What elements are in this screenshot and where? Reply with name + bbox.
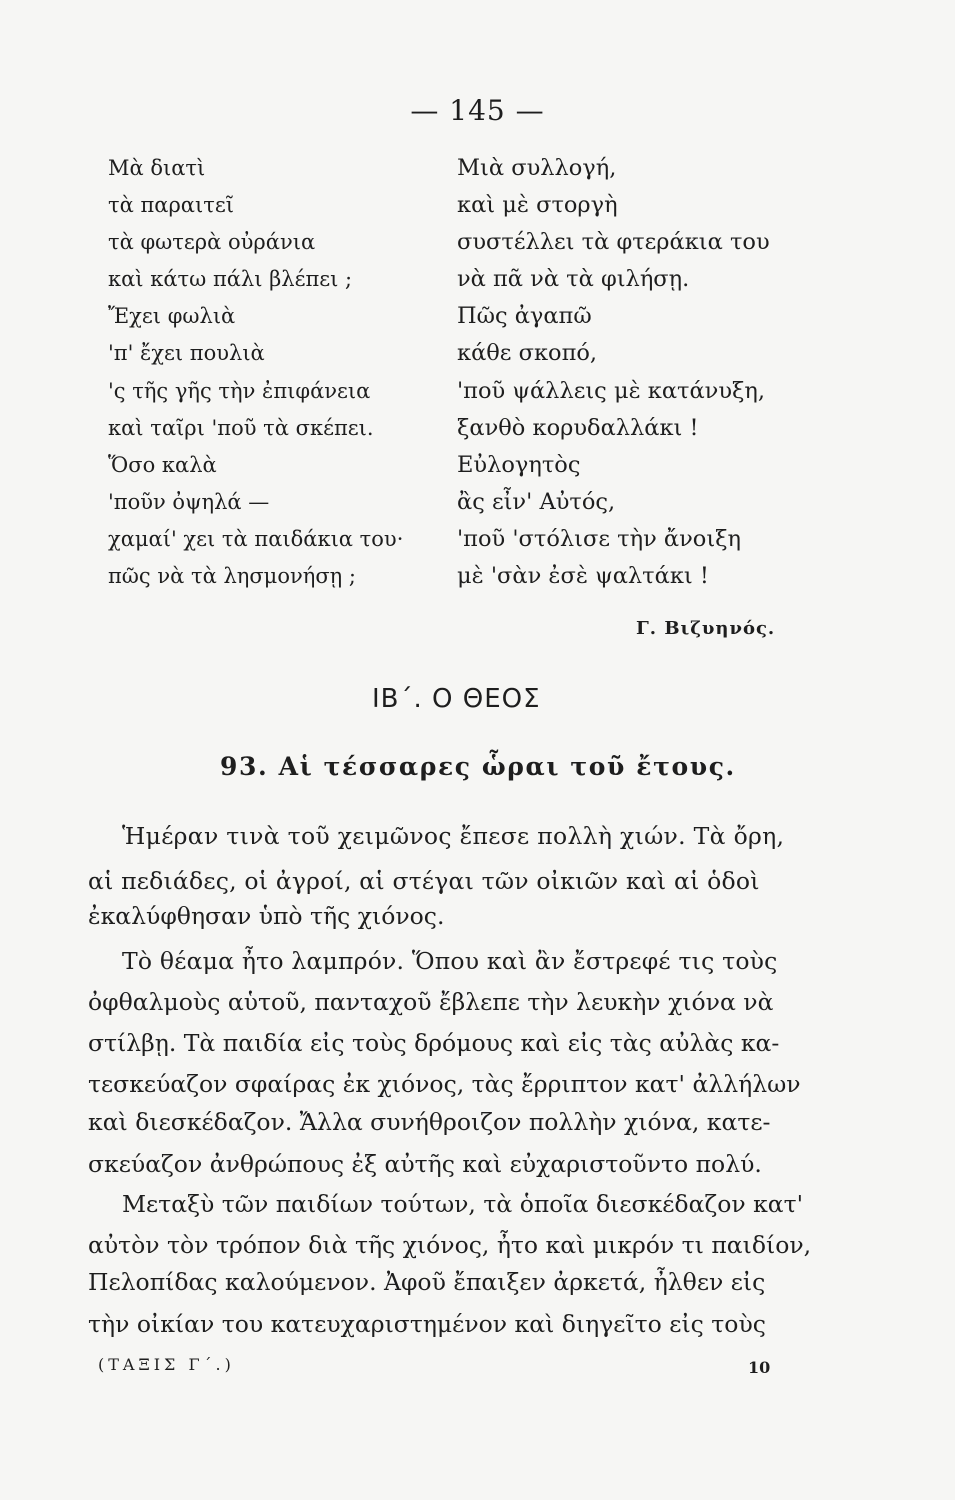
poem-line: νὰ πᾶ νὰ τὰ φιλήσῃ. <box>457 266 690 293</box>
footer-class-label: (ΤΑΞΙΣ Γ΄.) <box>98 1355 235 1374</box>
prose-line: στίλβῃ. Τὰ παιδία εἰς τοὺς δρόμους καὶ εἰς τὰς αὐλὰς κα- <box>88 1029 780 1057</box>
poem-line: ξανθὸ κορυδαλλάκι ! <box>457 414 699 441</box>
poem-line: Ὅσο καλὰ <box>108 452 217 477</box>
poem-right-column <box>457 150 770 595</box>
poem-line: 'π' ἔχει πουλιὰ <box>108 341 265 366</box>
poem-line: καὶ κάτω πάλι βλέπει ; <box>108 267 353 292</box>
poem-line: ἂς εἶν' Αὐτός, <box>457 488 616 515</box>
poem-author-signature: Γ. Βιζυηνός. <box>636 618 776 639</box>
poem-line: χαμαί' χει τὰ παιδάκια του· <box>108 526 404 551</box>
prose-line: Ἡμέραν τινὰ τοῦ χειμῶνος ἔπεσε πολλὴ χιών. Τὰ ὄρη, <box>122 822 785 850</box>
poem-line: καὶ μὲ στοργὴ <box>457 192 618 219</box>
poem-line: Ἔχει φωλιὰ <box>108 304 236 329</box>
footer-signature-number: 10 <box>748 1358 771 1377</box>
prose-line: σκεύαζον ἀνθρώπους ἐξ αὐτῆς καὶ εὐχαριστοῦντο πολύ. <box>88 1150 762 1178</box>
prose-line: ἐκαλύφθησαν ὑπὸ τῆς χιόνος. <box>88 902 445 930</box>
lesson-title: 93. Αἱ τέσσαρες ὧραι τοῦ ἔτους. <box>220 752 736 781</box>
poem-line: πῶς νὰ τὰ λησμονήσῃ ; <box>108 564 356 589</box>
poem-line: 'ποῦν ὀψηλά — <box>108 489 270 514</box>
poem-line: συστέλλει τὰ φτεράκια του <box>457 229 770 256</box>
prose-line: ὀφθαλμοὺς αὑτοῦ, πανταχοῦ ἔβλεπε τὴν λευκὴν χιόνα νὰ <box>88 988 774 1016</box>
chapter-heading: ΙΒ΄. Ο ΘΕΟΣ <box>372 684 541 714</box>
poem-line: κάθε σκοπό, <box>457 340 598 367</box>
prose-line: τὴν οἰκίαν του κατευχαριστημένον καὶ διηγεῖτο εἰς τοὺς <box>88 1310 766 1338</box>
poem-line: τὰ παραιτεῖ <box>108 193 234 218</box>
prose-line: Τὸ θέαμα ἦτο λαμπρόν. Ὅπου καὶ ἂν ἔστρεφέ τις τοὺς <box>122 947 778 975</box>
poem-line: Εὐλογητὸς <box>457 451 581 478</box>
prose-line: Μεταξὺ τῶν παιδίων τούτων, τὰ ὁποῖα διεσκέδαζον κατ' <box>122 1190 804 1218</box>
poem-line: Μὰ διατὶ <box>108 156 206 180</box>
poem-line: 'ποῦ 'στόλισε τὴν ἄνοιξη <box>457 525 742 552</box>
poem-line: μὲ 'σὰν ἐσὲ ψαλτάκι ! <box>457 563 709 590</box>
poem-line: Πῶς ἀγαπῶ <box>457 303 592 330</box>
prose-line: αὐτὸν τὸν τρόπον διὰ τῆς χιόνος, ἦτο καὶ μικρόν τι παιδίον, <box>88 1231 812 1259</box>
prose-line: αἱ πεδιάδες, οἱ ἀγροί, αἱ στέγαι τῶν οἰκιῶν καὶ αἱ ὁδοὶ <box>88 867 760 895</box>
poem-line: καὶ ταῖρι 'ποῦ τὰ σκέπει. <box>108 415 374 440</box>
page-number: — 145 — <box>410 94 545 127</box>
poem-line: τὰ φωτερὰ οὐράνια <box>108 230 316 255</box>
prose-line: Πελοπίδας καλούμενον. Ἀφοῦ ἔπαιξεν ἀρκετά, ἦλθεν εἰς <box>88 1268 766 1296</box>
prose-line: καὶ διεσκέδαζον. Ἄλλα συνήθροιζον πολλὴν χιόνα, κατε- <box>88 1108 771 1136</box>
poem-left-column <box>108 150 403 595</box>
poem-line: 'ποῦ ψάλλεις μὲ κατάνυξη, <box>457 377 766 404</box>
poem-line: Μιὰ συλλογή, <box>457 155 617 181</box>
prose-line: τεσκεύαζον σφαίρας ἐκ χιόνος, τὰς ἔρριπτον κατ' ἀλλήλων <box>88 1070 801 1098</box>
poem-line: 'ς τῆς γῆς τὴν ἐπιφάνεια <box>108 378 371 403</box>
